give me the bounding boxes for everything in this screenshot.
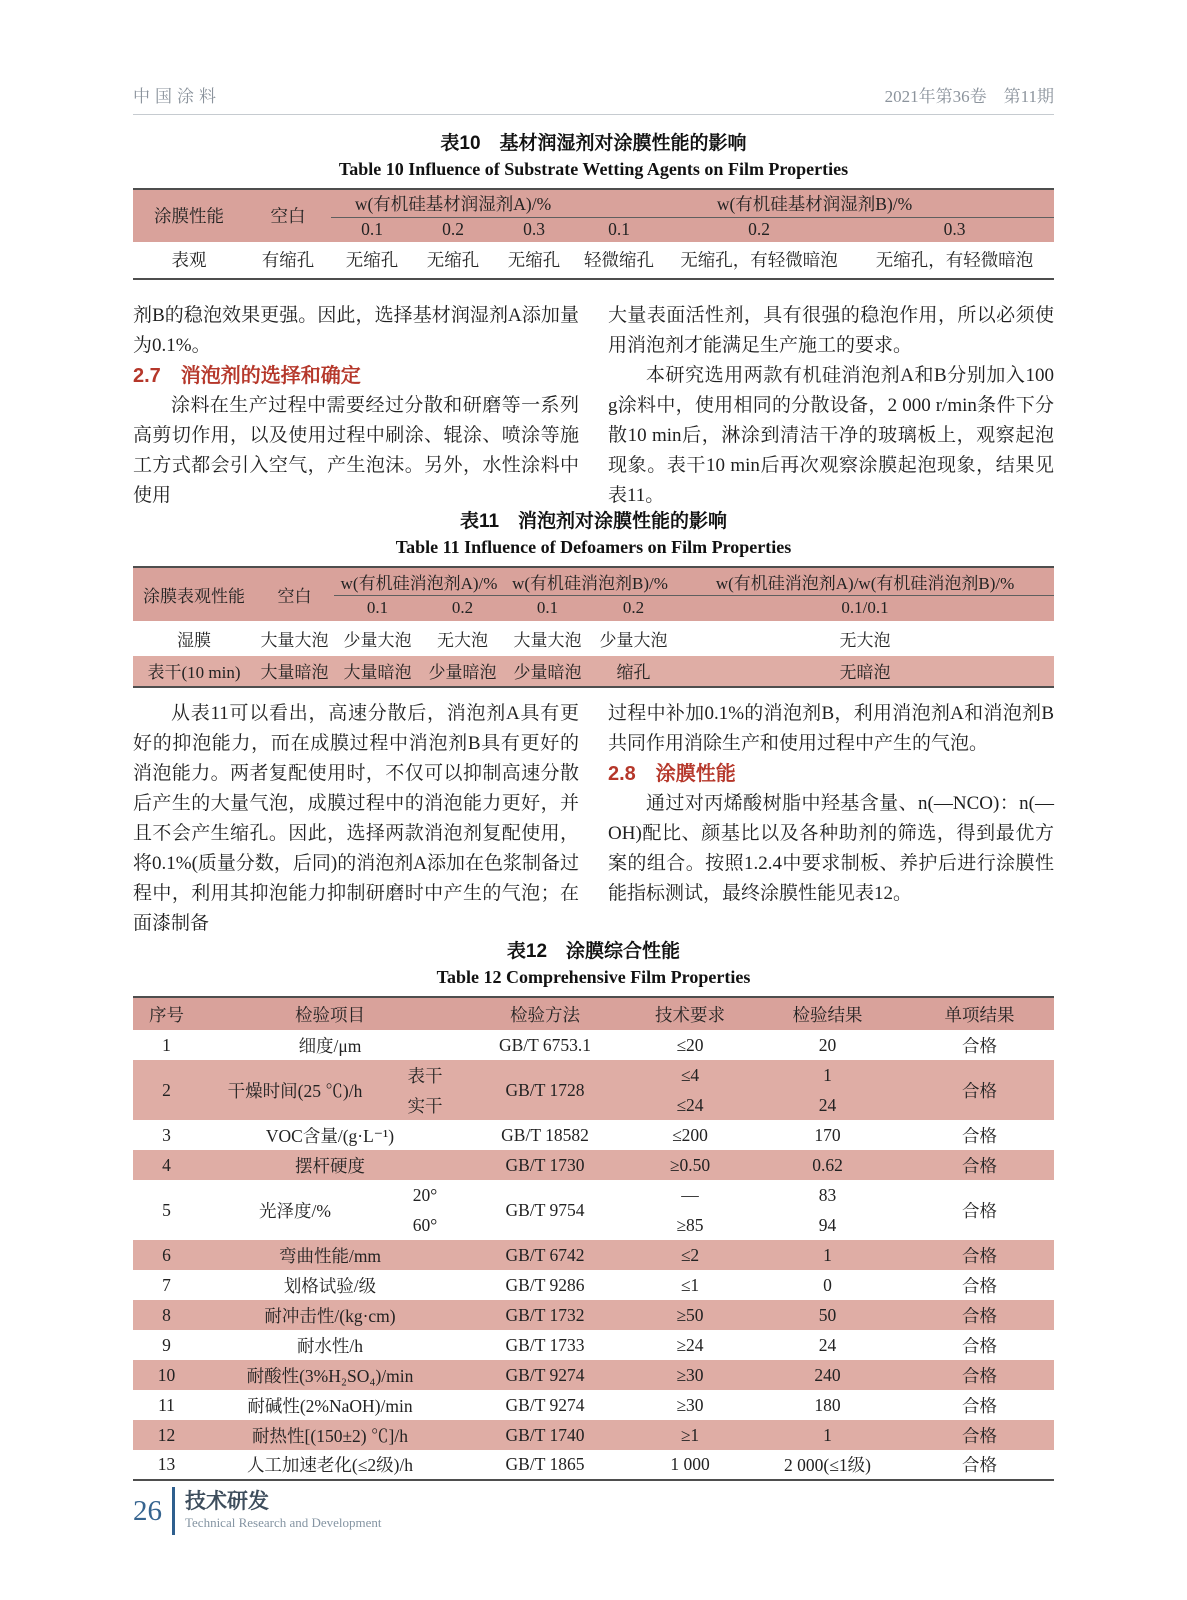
group-header-b: w(有机硅基材润湿剂B)/% bbox=[575, 189, 1054, 218]
sub-header: 0.2 bbox=[663, 218, 855, 242]
cell-sub: 实干 bbox=[390, 1090, 460, 1120]
cell-result: 94 bbox=[818, 1214, 837, 1235]
paragraph: 从表11可以看出，高速分散后，消泡剂A具有更好的抑泡能力，而在成膜过程中消泡剂B具有更好的消泡能力。两者复配使用时，不仅可以抑制高速分散后产生的大量气泡，成膜过程中的消泡能力更好，并且不会产生缩孔。因此，选择两款消泡剂复配使用，将0.1%(质量分数，后同)的消泡剂A添加在色浆制备过程中，利用其抑泡能力抑制研磨时中产生的气泡；在面漆制备 bbox=[133, 703, 579, 934]
cell: 无大泡 bbox=[839, 630, 891, 650]
cell-result: 24 bbox=[750, 1090, 905, 1120]
cell-no: 13 bbox=[157, 1454, 176, 1474]
cell-method: GB/T 1740 bbox=[460, 1420, 630, 1450]
group-header-a: w(有机硅基材润湿剂A)/% bbox=[331, 189, 575, 218]
cell: 无缩孔，有轻微暗泡 bbox=[875, 250, 1034, 270]
cell-no: 3 bbox=[162, 1124, 171, 1145]
cell: 有缩孔 bbox=[261, 250, 315, 270]
cell-req: 1 000 bbox=[670, 1454, 710, 1474]
cell-result: 240 bbox=[750, 1360, 905, 1390]
body-block-2 bbox=[133, 699, 1054, 939]
cell-no: 2 bbox=[133, 1060, 200, 1120]
sub-header: 0.1 bbox=[575, 218, 663, 242]
cell-result: 0.62 bbox=[750, 1150, 905, 1180]
right-column bbox=[608, 301, 1054, 511]
journal-name: 中国涂料 bbox=[133, 87, 221, 106]
cell: 缩孔 bbox=[591, 656, 676, 687]
cell-result: 20 bbox=[818, 1034, 837, 1055]
cell-item: 光泽度/% bbox=[259, 1200, 331, 1221]
paragraph: 剂B的稳泡效果更强。因此，选择基材润湿剂A添加量为0.1%。 bbox=[133, 305, 579, 356]
cell-verdict: 合格 bbox=[962, 1335, 997, 1356]
cell-item: 摆杆硬度 bbox=[200, 1150, 460, 1180]
cell-verdict: 合格 bbox=[962, 1455, 997, 1475]
cell-verdict: 合格 bbox=[962, 1125, 997, 1146]
col-header: 涂膜表观性能 bbox=[133, 567, 255, 621]
cell-verdict: 合格 bbox=[962, 1200, 997, 1221]
paragraph: 过程中补加0.1%的消泡剂B，利用消泡剂A和消泡剂B共同作用消除生产和使用过程中产生的气泡。 bbox=[608, 703, 1054, 754]
cell-item: 耐酸性(3%H₂SO₄)/min bbox=[200, 1360, 460, 1390]
cell-no: 4 bbox=[133, 1150, 200, 1180]
col-header: 检验项目 bbox=[200, 997, 460, 1030]
cell-verdict: 合格 bbox=[905, 1240, 1054, 1270]
cell-result: 0 bbox=[823, 1274, 832, 1295]
cell-verdict: 合格 bbox=[905, 1420, 1054, 1450]
cell-no: 11 bbox=[158, 1394, 175, 1415]
cell-item: 人工加速老化(≤2级)/h bbox=[246, 1455, 414, 1475]
cell-no: 5 bbox=[162, 1199, 171, 1220]
cell-result: 83 bbox=[818, 1184, 837, 1205]
cell-item: 弯曲性能/mm bbox=[200, 1240, 460, 1270]
cell-item: VOC含量/(g·L⁻¹) bbox=[265, 1125, 395, 1146]
table11-block bbox=[133, 506, 1054, 688]
cell-req: ≤2 bbox=[630, 1240, 750, 1270]
col-header: 检验结果 bbox=[750, 997, 905, 1030]
table12-block bbox=[133, 936, 1054, 1481]
col-header: 序号 bbox=[133, 997, 200, 1030]
cell-method: GB/T 9754 bbox=[505, 1199, 585, 1220]
sub-header: 0.2 bbox=[413, 218, 493, 242]
cell-method: GB/T 1732 bbox=[460, 1300, 630, 1330]
cell-result: 1 bbox=[750, 1060, 905, 1090]
cell-req: ≥85 bbox=[676, 1214, 704, 1235]
cell-no: 8 bbox=[133, 1300, 200, 1330]
cell-req: ≤24 bbox=[630, 1090, 750, 1120]
cell-no: 6 bbox=[133, 1240, 200, 1270]
table-11 bbox=[133, 566, 1054, 688]
cell-method: GB/T 18582 bbox=[501, 1124, 589, 1145]
cell-method: GB/T 1728 bbox=[460, 1060, 630, 1120]
col-header: 空白 bbox=[245, 189, 331, 242]
sub-header: 0.3 bbox=[493, 218, 575, 242]
group-header-ab: w(有机硅消泡剂A)/w(有机硅消泡剂B)/% bbox=[676, 567, 1054, 596]
cell-method: GB/T 1865 bbox=[505, 1454, 585, 1474]
cell-item: 耐水性/h bbox=[296, 1335, 364, 1356]
cell: 少量大泡 bbox=[599, 630, 668, 650]
cell: 无缩孔 bbox=[345, 250, 399, 270]
cell-sub: 20° bbox=[412, 1184, 438, 1205]
row-label: 表观 bbox=[171, 250, 207, 270]
section-heading-2-8: 2.8 涂膜性能 bbox=[608, 763, 736, 785]
table12-title-cn: 表12 涂膜综合性能 bbox=[506, 941, 681, 962]
cell-req: — bbox=[681, 1184, 699, 1205]
col-header: 技术要求 bbox=[630, 997, 750, 1030]
cell-sub: 表干 bbox=[390, 1060, 460, 1090]
cell-no: 1 bbox=[162, 1034, 171, 1055]
cell-req: ≥24 bbox=[676, 1334, 704, 1355]
footer-section-en: Technical Research and Development bbox=[185, 1514, 382, 1530]
table-12 bbox=[133, 996, 1054, 1481]
cell-req: ≤1 bbox=[680, 1274, 700, 1295]
cell-result: 1 bbox=[750, 1420, 905, 1450]
cell: 少量暗泡 bbox=[504, 656, 591, 687]
cell: 无缩孔 bbox=[426, 250, 480, 270]
body-block-1 bbox=[133, 301, 1054, 511]
cell-result: 170 bbox=[814, 1124, 841, 1145]
cell: 大量暗泡 bbox=[334, 656, 421, 687]
cell-req: ≥0.50 bbox=[630, 1150, 750, 1180]
cell: 无缩孔，有轻微暗泡 bbox=[680, 250, 838, 270]
table12-title-en: Table 12 Comprehensive Film Properties bbox=[436, 967, 751, 987]
sub-header: 0.2 bbox=[591, 596, 676, 621]
cell-verdict: 合格 bbox=[905, 1300, 1054, 1330]
cell-item: 耐碱性(2%NaOH)/min bbox=[247, 1395, 413, 1416]
paragraph: 本研究选用两款有机硅消泡剂A和B分别加入100 g涂料中，使用相同的分散设备，2 000 r/min条件下分散10 min后，淋涂到清洁干净的玻璃板上，观察起泡现象。表干10 min后再次观察涂膜起泡现象，结果见表11。 bbox=[608, 365, 1054, 506]
sub-header: 0.3 bbox=[855, 218, 1054, 242]
col-header: 单项结果 bbox=[905, 997, 1054, 1030]
paragraph: 通过对丙烯酸树脂中羟基含量、n(—NCO)：n(—OH)配比、颜基比以及各种助剂的筛选，得到最优方案的组合。按照1.2.4中要求制板、养护后进行涂膜性能指标测试，最终涂膜性能见表12。 bbox=[608, 793, 1054, 904]
table10-title-en: Table 10 Influence of Substrate Wetting Agents on Film Properties bbox=[338, 159, 849, 179]
paragraph: 涂料在生产过程中需要经过分散和研磨等一系列高剪切作用，以及使用过程中刷涂、辊涂、喷涂等施工方式都会引入空气，产生泡沫。另外，水性涂料中使用 bbox=[133, 395, 579, 506]
table11-title-en: Table 11 Influence of Defoamers on Film Properties bbox=[395, 537, 792, 557]
cell-verdict: 合格 bbox=[962, 1035, 997, 1056]
table10-block bbox=[133, 128, 1054, 280]
page-number: 26 bbox=[133, 1494, 162, 1527]
cell-item: 细度/μm bbox=[298, 1035, 362, 1056]
cell-req: ≤200 bbox=[672, 1124, 708, 1145]
group-header-b: w(有机硅消泡剂B)/% bbox=[504, 567, 676, 596]
footer-section bbox=[185, 1490, 382, 1531]
cell: 无缩孔 bbox=[507, 250, 561, 270]
cell-sub: 60° bbox=[412, 1214, 438, 1235]
table11-title-cn: 表11 消泡剂对涂膜性能的影响 bbox=[459, 511, 728, 532]
cell-req: ≥1 bbox=[630, 1420, 750, 1450]
cell-verdict: 合格 bbox=[905, 1060, 1054, 1120]
cell-verdict: 合格 bbox=[962, 1275, 997, 1296]
sub-header: 0.1/0.1 bbox=[676, 596, 1054, 621]
cell-no: 9 bbox=[162, 1334, 171, 1355]
footer-section-cn: 技术研发 bbox=[185, 1490, 269, 1514]
col-header: 涂膜性能 bbox=[133, 189, 245, 242]
cell: 轻微缩孔 bbox=[584, 250, 655, 270]
section-heading-2-7: 2.7 消泡剂的选择和确定 bbox=[133, 365, 361, 387]
cell-method: GB/T 9274 bbox=[505, 1394, 585, 1415]
cell-result: 1 bbox=[750, 1240, 905, 1270]
cell-no: 7 bbox=[162, 1274, 171, 1295]
table-10 bbox=[133, 188, 1054, 280]
page-footer bbox=[133, 1487, 1054, 1535]
cell-req: ≥50 bbox=[630, 1300, 750, 1330]
table10-title-cn: 表10 基材润湿剂对涂膜性能的影响 bbox=[440, 133, 747, 154]
cell-item: 耐热性[(150±2) ℃]/h bbox=[200, 1420, 460, 1450]
cell-result: 24 bbox=[818, 1334, 837, 1355]
cell-result: 50 bbox=[750, 1300, 905, 1330]
group-header-a: w(有机硅消泡剂A)/% bbox=[334, 567, 504, 596]
cell-result: 2 000(≤1级) bbox=[784, 1455, 871, 1475]
cell-item: 耐冲击性/(kg·cm) bbox=[200, 1300, 460, 1330]
sub-header: 0.2 bbox=[421, 596, 504, 621]
paragraph: 大量表面活性剂，具有很强的稳泡作用，所以必须使用消泡剂才能满足生产施工的要求。 bbox=[608, 305, 1054, 356]
col-header: 检验方法 bbox=[460, 997, 630, 1030]
cell-method: GB/T 1733 bbox=[505, 1334, 585, 1355]
cell-method: GB/T 9286 bbox=[505, 1274, 585, 1295]
footer-divider-bar bbox=[172, 1487, 175, 1535]
left-column bbox=[133, 301, 579, 511]
col-header: 空白 bbox=[255, 567, 334, 621]
running-head bbox=[133, 82, 1054, 115]
cell-method: GB/T 6742 bbox=[460, 1240, 630, 1270]
sub-header: 0.1 bbox=[334, 596, 421, 621]
cell-no: 12 bbox=[133, 1420, 200, 1450]
cell-method: GB/T 1730 bbox=[460, 1150, 630, 1180]
cell: 大量暗泡 bbox=[255, 656, 334, 687]
issue-info: 2021年第36卷 第11期 bbox=[884, 87, 1054, 106]
cell-req: ≥30 bbox=[630, 1360, 750, 1390]
row-label: 湿膜 bbox=[177, 630, 211, 650]
cell: 大量大泡 bbox=[260, 630, 329, 650]
cell-method: GB/T 6753.1 bbox=[498, 1034, 592, 1055]
cell: 无大泡 bbox=[437, 630, 488, 650]
cell-req: ≤20 bbox=[676, 1034, 704, 1055]
row-label: 表干(10 min) bbox=[133, 656, 255, 687]
cell-req: ≤4 bbox=[630, 1060, 750, 1090]
cell-verdict: 合格 bbox=[962, 1395, 997, 1416]
cell-verdict: 合格 bbox=[905, 1360, 1054, 1390]
cell-no: 10 bbox=[133, 1360, 200, 1390]
cell-method: GB/T 9274 bbox=[460, 1360, 630, 1390]
left-column bbox=[133, 699, 579, 939]
cell-verdict: 合格 bbox=[905, 1150, 1054, 1180]
cell-item: 划格试验/级 bbox=[283, 1275, 377, 1296]
sub-header: 0.1 bbox=[504, 596, 591, 621]
cell: 无暗泡 bbox=[676, 656, 1054, 687]
cell: 少量大泡 bbox=[343, 630, 412, 650]
cell-item: 干燥时间(25 ℃)/h bbox=[200, 1060, 390, 1120]
right-column bbox=[608, 699, 1054, 939]
cell: 少量暗泡 bbox=[421, 656, 504, 687]
cell-req: ≥30 bbox=[676, 1394, 704, 1415]
cell: 大量大泡 bbox=[513, 630, 582, 650]
cell-result: 180 bbox=[814, 1394, 841, 1415]
sub-header: 0.1 bbox=[331, 218, 413, 242]
